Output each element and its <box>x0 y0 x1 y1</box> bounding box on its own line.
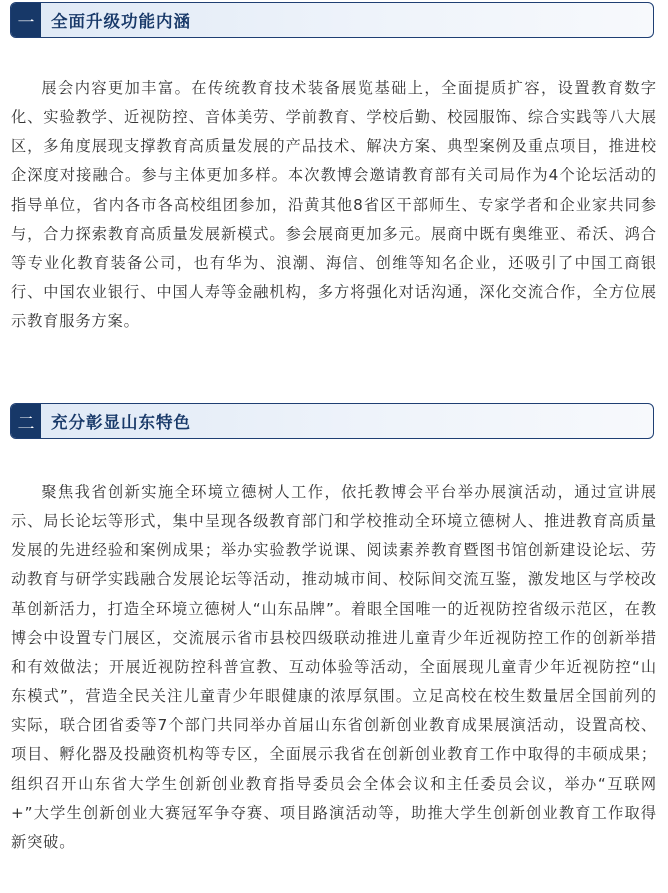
section-number-badge: 一 <box>11 3 41 37</box>
section-2-paragraph: 聚焦我省创新实施全环境立德树人工作，依托教博会平台举办展演活动，通过宣讲展示、局长论坛等形式，集中呈现各级教育部门和学校推动全环境立德树人、推进教育高质量发展的先进经验和案例成果；举办实验教学说课、阅读素养教育暨图书馆创新建设论坛、劳动教育与研学实践融合发展论坛等活动，推动城市间、校际间交流互鉴，激发地区与学校改革创新活力，打造全环境立德树人“山东品牌”。着眼全国唯一的近视防控省级示范区，在教博会中设置专门展区，交流展示省市县校四级联动推进儿童青少年近视防控工作的创新举措和有效做法；开展近视防控科普宣教、互动体验等活动，全面展现儿童青少年近视防控“山东模式”，营造全民关注儿童青少年眼健康的浓厚氛围。立足高校在校生数量居全国前列的实际，联合团省委等7个部门共同举办首届山东省创新创业教育成果展演活动，设置高校、项目、孵化器及投融资机构等专区，全面展示我省在创新创业教育工作中取得的丰硕成果；组织召开山东省大学生创新创业教育指导委员会全体会议和主任委员会议，举办“互联网+”大学生创新创业大赛冠军争夺赛、项目路演活动等，助推大学生创新创业教育工作取得新突破。 <box>11 483 657 851</box>
section-header-2 <box>10 403 654 439</box>
section-title: 充分彰显山东特色 <box>51 413 191 432</box>
section-title: 全面升级功能内涵 <box>51 12 191 31</box>
section-number-badge: 二 <box>11 404 41 438</box>
section-1-paragraph: 展会内容更加丰富。在传统教育技术装备展览基础上，全面提质扩容，设置教育数字化、实验教学、近视防控、音体美劳、学前教育、学校后勤、校园服饰、综合实践等八大展区，多角度展现支撑教育高质量发展的产品技术、解决方案、典型案例及重点项目，推进校企深度对接融合。参与主体更加多样。本次教博会邀请教育部有关司局作为4个论坛活动的指导单位，省内各市各高校组团参加，沿黄其他8省区干部师生、专家学者和企业家共同参与，合力探索教育高质量发展新模式。参会展商更加多元。展商中既有奥维亚、希沃、鸿合等专业化教育装备公司，也有华为、浪潮、海信、创维等知名企业，还吸引了中国工商银行、中国农业银行、中国人寿等金融机构，多方将强化对话沟通，深化交流合作，全方位展示教育服务方案。 <box>11 79 657 331</box>
section-header-1 <box>10 2 654 38</box>
